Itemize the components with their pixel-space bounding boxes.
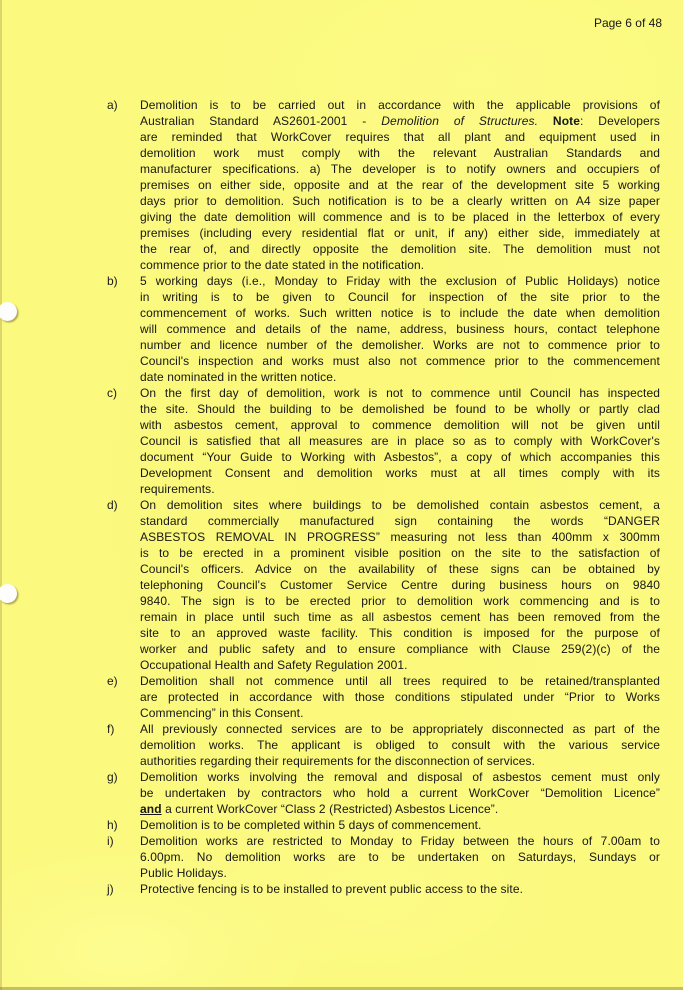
text-line: 5 working days (i.e., Monday to Friday with the exclusion of Public Holidays) notice [140, 274, 660, 288]
text-line: 6.00pm. No demolition works are to be undertaken on Saturdays, Sundays or [140, 850, 660, 864]
text-line: giving the date demolition will commence and is to be placed in the letterbox of every [140, 210, 660, 224]
item-text [140, 721, 660, 769]
item-label: j) [107, 882, 114, 896]
text-line: number and licence number of the demolisher. Works are not to commence prior to [140, 338, 660, 352]
text-line: remain in place until such time as all asbestos cement has been removed from the [140, 610, 660, 624]
text-line: ASBESTOS REMOVAL IN PROGRESS” measuring not less than 400mm x 300mm [140, 530, 660, 544]
item-text [140, 273, 660, 385]
list-item [107, 97, 660, 273]
text-line: Demolition is to be completed within 5 days of commencement. [140, 818, 482, 832]
text-line: commence prior to the date stated in the notification. [140, 258, 425, 272]
conditions-list [107, 97, 660, 897]
text-line: site to an approved waste facility. This condition is imposed for the purpose of [140, 626, 660, 640]
item-text [140, 881, 660, 897]
text-line: be undertaken by contractors who hold a current WorkCover “Demolition Licence” [140, 786, 660, 800]
text-line: On demolition sites where buildings to be demolished contain asbestos cement, a [140, 498, 660, 512]
text-line: the site. Should the building to be demolished be found to be wholly or partly clad [140, 402, 660, 416]
text-line: Demolition is to be carried out in accordance with the applicable provisions of [140, 98, 660, 112]
list-item [107, 769, 660, 817]
item-label: i) [107, 834, 114, 848]
text-line: demolition works. The applicant is obliged to consult with the various service [140, 738, 660, 752]
text-line: the rear of, and directly opposite the demolition site. The demolition must not [140, 242, 660, 256]
item-text [140, 497, 660, 673]
text-line: Commencing” in this Consent. [140, 706, 304, 720]
text-line: Council is satisfied that all measures are in place so as to comply with WorkCover's [140, 434, 660, 448]
text-line: date nominated in the written notice. [140, 370, 337, 384]
item-text [140, 673, 660, 721]
item-label: e) [107, 674, 118, 688]
text-line: 9840. The sign is to be erected prior to demolition work commencing and is to [140, 594, 660, 608]
item-label: h) [107, 818, 118, 832]
text-line: telephoning Council's Customer Service Centre during business hours on 9840 [140, 578, 660, 592]
item-label: f) [107, 722, 115, 736]
text-line: in writing is to be given to Council for inspection of the site prior to the [140, 290, 660, 304]
text-line: Council's officers. Advice on the availability of these signs can be obtained by [140, 562, 660, 576]
text-line: are protected in accordance with those conditions stipulated under “Prior to Works [140, 690, 660, 704]
text-line: manufacturer specifications. a) The developer is to notify owners and occupiers of [140, 162, 660, 176]
page-number: Page 6 of 48 [593, 16, 662, 30]
text-line: premises on either side, opposite and at the rear of the development site 5 working [140, 178, 660, 192]
text-line: authorities regarding their requirements for the disconnection of services. [140, 754, 536, 768]
text-line: Demolition works involving the removal and disposal of asbestos cement must only [140, 770, 660, 784]
text-line: days prior to demolition. Such notification is to be a clearly written on A4 size paper [140, 194, 660, 208]
text-line: Protective fencing is to be installed to prevent public access to the site. [140, 882, 524, 896]
text-line: On the first day of demolition, work is not to commence until Council has inspected [140, 386, 660, 400]
list-item [107, 385, 660, 497]
text-line: Demolition works are restricted to Monday to Friday between the hours of 7.00am to [140, 834, 660, 848]
item-text [140, 817, 660, 833]
text-line: Australian Standard AS2601-2001 - Demolition of Structures. Note: Developers [140, 114, 661, 128]
item-label: b) [107, 274, 118, 288]
list-item [107, 721, 660, 769]
text-line: Development Consent and demolition works must at all times comply with its [140, 466, 660, 480]
text-line: will commence and details of the name, address, business hours, contact telephone [140, 322, 660, 336]
hole-punch [0, 584, 17, 603]
item-text [140, 385, 660, 497]
text-line: are reminded that WorkCover requires that all plant and equipment used in [140, 130, 660, 144]
text-line: Demolition shall not commence until all trees required to be retained/transplanted [140, 674, 660, 688]
text-line: requirements. [140, 482, 215, 496]
list-item [107, 817, 660, 833]
text-line: worker and public safety and to ensure compliance with Clause 259(2)(c) of the [140, 642, 660, 656]
text-line: with asbestos cement, approval to commence demolition will not be given until [140, 418, 660, 432]
item-label: a) [107, 98, 118, 112]
item-label: c) [107, 386, 117, 400]
text-line: is to be erected in a prominent visible position on the site to the satisfaction of [140, 546, 660, 560]
text-line: Public Holidays. [140, 866, 227, 880]
item-text [140, 769, 660, 817]
list-item [107, 497, 660, 673]
text-line: All previously connected services are to be appropriately disconnected as part of the [140, 722, 660, 736]
text-line: premises (including every residential flat or unit, if any) either side, immediately at [140, 226, 660, 240]
list-item [107, 673, 660, 721]
hole-punch [0, 302, 17, 321]
text-line: document “Your Guide to Working with Asbestos”, a copy of which accompanies this [140, 450, 660, 464]
item-label: g) [107, 770, 118, 784]
text-line: and a current WorkCover “Class 2 (Restricted) Asbestos Licence”. [140, 802, 499, 816]
text-line: Occupational Health and Safety Regulation 2001. [140, 658, 408, 672]
text-line: commencement of works. Such written notice is to include the date when demolition [140, 306, 660, 320]
text-line: Council's inspection and works must also not commence prior to the commencement [140, 354, 660, 368]
item-label: d) [107, 498, 118, 512]
list-item [107, 833, 660, 881]
text-line: demolition work must comply with the relevant Australian Standards and [140, 146, 660, 160]
text-line: standard commercially manufactured sign containing the words “DANGER [140, 514, 660, 528]
list-item [107, 273, 660, 385]
list-item [107, 881, 660, 897]
item-text [140, 833, 660, 881]
item-text [140, 97, 660, 273]
